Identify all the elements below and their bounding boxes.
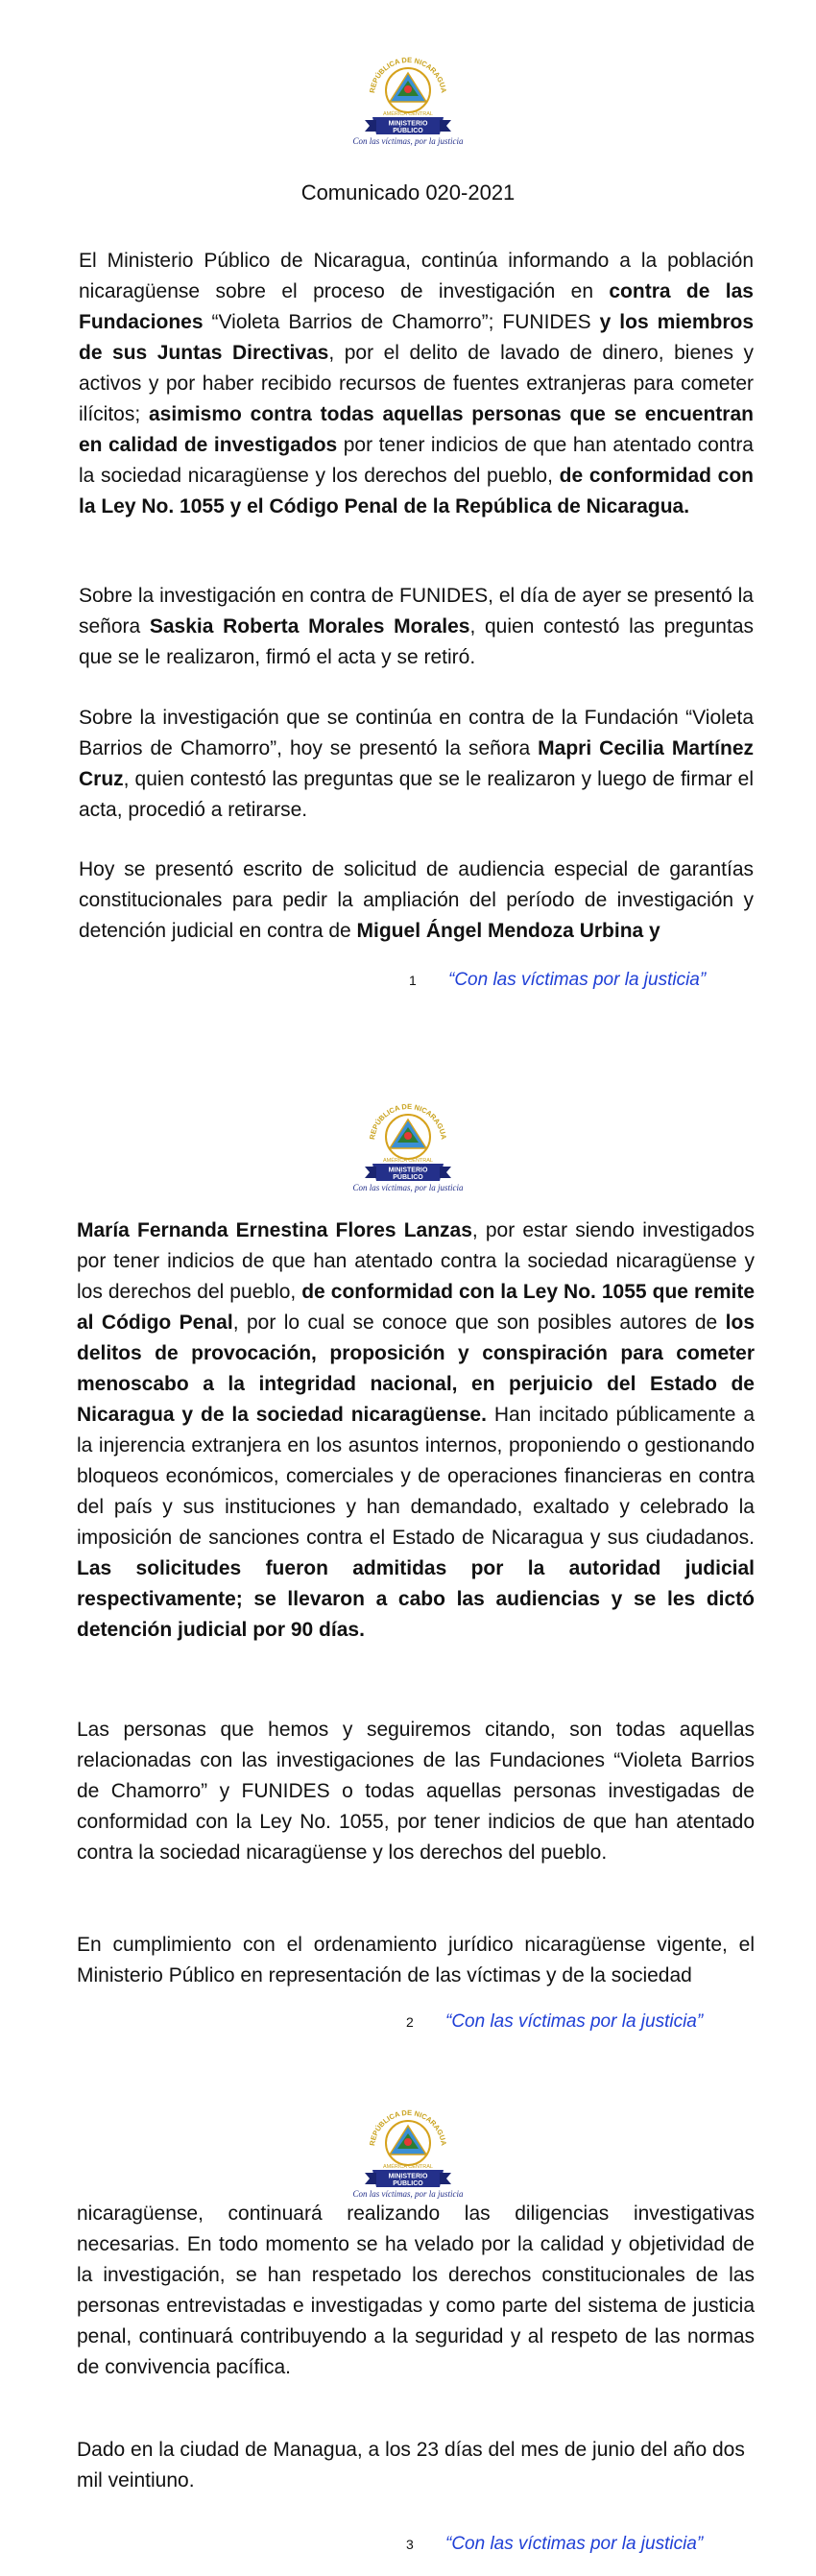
paragraph-1: El Ministerio Público de Nicaragua, continúa informando a la población nicaragüense sobre el proceso de investigación en contra de las Fundaciones “Violeta Barrios de Chamorro”; FUNIDES y los miembros de sus Juntas Directivas, por el delito de lavado de dinero, bienes y activos y por haber recibido recursos de fuentes extranjeras para cometer ilícitos; asimismo contra todas aquellas personas que se encuentran en calidad de investigados por tener indicios de que han atentado contra la sociedad nicaragüense y los derechos del pueblo, de conformidad con la Ley No. 1055 y el Código Penal de la República de Nicaragua.: [79, 250, 755, 518]
paragraph-4: Hoy se presentó escrito de solicitud de audiencia especial de garantías constitucionales para pedir la ampliación del período de investigación y detención judicial en contra de Miguel Ángel Mendoza Urbina y: [79, 858, 754, 942]
svg-text:REPÚBLICA DE NICARAGUA: REPÚBLICA DE NICARAGUA: [368, 2107, 448, 2147]
emblem-icon: [326, 1087, 490, 1192]
paragraph-6: Las personas que hemos y seguiremos citando, son todas aquellas relacionadas con las investigaciones de las Fundaciones “Violeta Barrios de Chamorro” y FUNIDES o todas aquellas personas investigadas de conformidad con la Ley No. 1055, por tener indicios de que han atentado contra la sociedad nicaragüense y los derechos del pueblo.: [77, 1719, 755, 1864]
footer-motto: “Con las víctimas por la justicia”: [448, 970, 707, 990]
svg-text:REPÚBLICA DE NICARAGUA: REPÚBLICA DE NICARAGUA: [368, 55, 448, 94]
svg-text:AMÉRICA CENTRAL: AMÉRICA CENTRAL: [383, 111, 433, 117]
svg-text:MINISTERIO: MINISTERIO: [388, 1167, 428, 1174]
ministerio-publico-logo: [326, 2093, 490, 2199]
page-number: 3: [406, 2537, 414, 2552]
paragraph-3: Sobre la investigación que se continúa en contra de la Fundación “Violeta Barrios de Chamorro”, hoy se presentó la señora Mapri Cecilia Martínez Cruz, quien contestó las preguntas que se le realizaron y luego de firmar el acta, procedió a retirarse.: [79, 707, 755, 821]
svg-text:Con las víctimas, por la justi: Con las víctimas, por la justicia: [352, 2189, 464, 2199]
svg-text:AMÉRICA CENTRAL: AMÉRICA CENTRAL: [383, 2164, 433, 2170]
paragraph-5: María Fernanda Ernestina Flores Lanzas, por estar siendo investigados por tener indicios de que han atentado contra la sociedad nicaragüense y los derechos del pueblo, de conformidad con la Ley No. 1055 que remite al Código Penal, por lo cual se conoce que son posibles autores de los delitos de provocación, proposición y conspiración para cometer menoscabo a la integridad nacional, en perjuicio del Estado de Nicaragua y de la sociedad nicaragüense. Han incitado públicamente a la injerencia extranjera en los asuntos internos, proponiendo o gestionando bloqueos económicos, comerciales y de operaciones financieras en contra del país y sus instituciones y han demandado, exaltado y celebrado la imposición de sanciones contra el Estado de Nicaragua y sus ciudadanos. Las solicitudes fueron admitidas por la autoridad judicial respectivamente; se llevaron a cabo las audiencias y se les dictó detención judicial por 90 días.: [77, 1219, 755, 1641]
closing-date: Dado en la ciudad de Managua, a los 23 días del mes de junio del año dos mil veintiuno.: [77, 2439, 745, 2492]
svg-text:MINISTERIO: MINISTERIO: [388, 2173, 428, 2180]
page-number: 2: [406, 2014, 414, 2030]
svg-text:MINISTERIO: MINISTERIO: [388, 120, 428, 128]
svg-text:PÚBLICO: PÚBLICO: [393, 1174, 423, 1181]
paragraph-2: Sobre la investigación en contra de FUNIDES, el día de ayer se presentó la señora Saskia Roberta Morales Morales, quien contestó las preguntas que se le realizaron, firmó el acta y se retiró.: [79, 585, 754, 668]
page-title: Comunicado 020-2021: [300, 181, 516, 205]
ministerio-publico-logo: [326, 40, 490, 146]
svg-text:REPÚBLICA DE NICARAGUA: REPÚBLICA DE NICARAGUA: [368, 1101, 448, 1141]
svg-text:Con las víctimas, por la justi: Con las víctimas, por la justicia: [352, 1183, 464, 1192]
svg-text:PÚBLICO: PÚBLICO: [393, 128, 423, 134]
emblem-icon: [326, 2093, 490, 2199]
paragraph-7: En cumplimiento con el ordenamiento jurídico nicaragüense vigente, el Ministerio Público en representación de las víctimas y de la sociedad: [77, 1934, 755, 1986]
footer-motto: “Con las víctimas por la justicia”: [445, 2534, 704, 2554]
footer-motto: “Con las víctimas por la justicia”: [445, 2011, 704, 2032]
svg-text:AMÉRICA CENTRAL: AMÉRICA CENTRAL: [383, 1158, 433, 1164]
svg-text:PÚBLICO: PÚBLICO: [393, 2180, 423, 2187]
page-number: 1: [409, 973, 417, 988]
paragraph-8: nicaragüense, continuará realizando las diligencias investigativas necesarias. En todo momento se ha velado por la calidad y objetividad de la investigación, se han respetado los derechos constitucionales de las personas entrevistadas e investigadas y como parte del sistema de justicia penal, continuará contribuyendo a la seguridad y al respeto de las normas de convivencia pacífica.: [77, 2203, 755, 2378]
svg-text:Con las víctimas, por la justi: Con las víctimas, por la justicia: [352, 136, 464, 146]
ministerio-publico-logo: [326, 1087, 490, 1192]
emblem-icon: [326, 40, 490, 146]
